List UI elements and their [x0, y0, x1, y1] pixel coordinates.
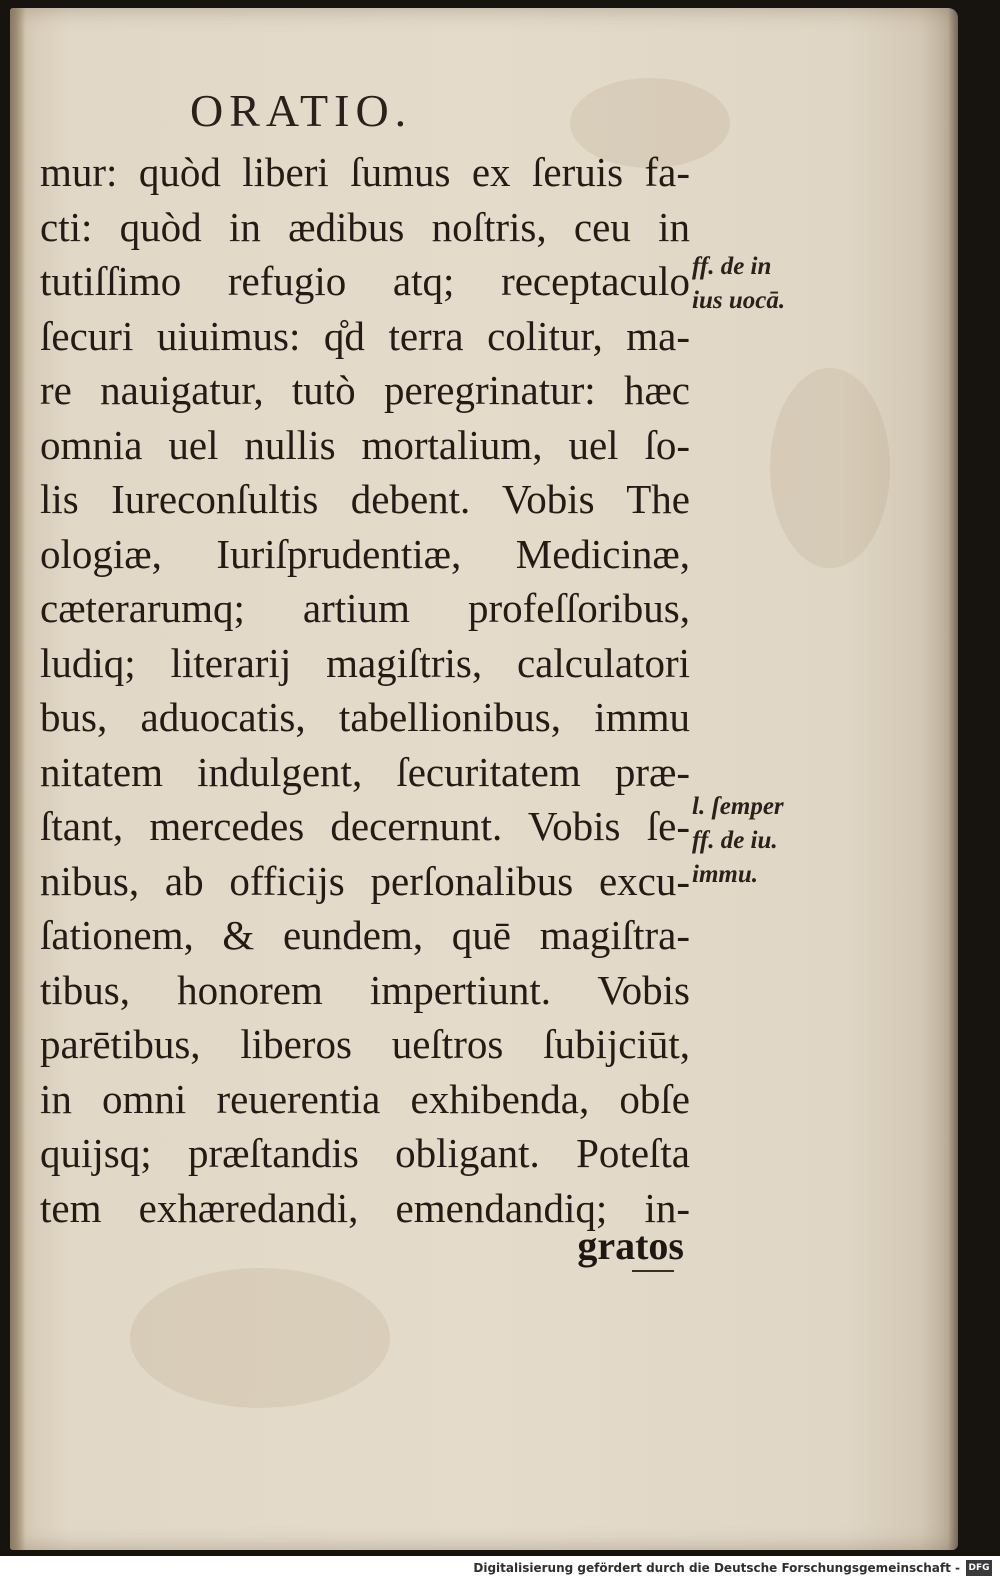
text-line: tibus, honorem impertiunt. Vobis [40, 966, 690, 1013]
text-line: mur: quòd liberi ſumus ex ſeruis fa- [40, 149, 690, 195]
marginal-note-line: l. ſemper [692, 793, 784, 820]
text-line: in omni reuerentia exhibenda, obſe [40, 1075, 690, 1122]
running-head: ORATIO. [190, 85, 413, 136]
funding-credit: Digitalisierung gefördert durch die Deutsche Forschungsgemeinschaft - [473, 1561, 960, 1575]
marginal-note-line: ff. de iu. [692, 827, 778, 854]
marginal-note-citation [692, 790, 784, 892]
marginal-note-line: ius uocā. [692, 287, 786, 314]
text-line: lis Iureconſultis debent. Vobis The [40, 476, 690, 522]
text-line: ſationem, & eundem, quē magiſtra- [40, 912, 690, 958]
marginal-note-line: ff. de in [692, 253, 772, 280]
text-line: ologiæ, Iuriſprudentiæ, Medicinæ, [40, 530, 690, 577]
digitization-footer [0, 1556, 1000, 1583]
text-line: parētibus, liberos ueſtros ſubijciūt, [40, 1021, 690, 1067]
dfg-logo: DFG [966, 1560, 992, 1576]
catchword-rule [632, 1270, 674, 1272]
text-line: tutiſſimo refugio atq; receptaculo [40, 258, 690, 304]
page-spine-shadow [10, 8, 26, 1550]
marginal-note-citation [692, 250, 785, 318]
catchword: gratos [577, 1223, 684, 1268]
text-line: ludiq; literarij magiſtris, calculatori [40, 639, 690, 686]
paper-stain [770, 368, 890, 568]
main-text-block [40, 145, 690, 1235]
text-line: tem exhæredandi, emendandiq; in- [40, 1184, 690, 1231]
text-line: cæterarumq; artium profeſſoribus, [40, 585, 690, 631]
text-line: re nauigatur, tutò peregrinatur: hæc [40, 367, 690, 413]
text-line: cti: quòd in ædibus noſtris, ceu in [40, 203, 690, 250]
text-line: omnia uel nullis mortalium, uel ſo- [40, 421, 690, 468]
text-line: nitatem indulgent, ſecuritatem præ- [40, 748, 690, 795]
page-edge-shadow [948, 8, 958, 1550]
text-line: ſtant, mercedes decernunt. Vobis ſe- [40, 803, 690, 849]
text-line: quijsq; præſtandis obligant. Poteſta [40, 1130, 690, 1176]
marginal-note-line: immu. [692, 861, 758, 888]
text-line: nibus, ab officijs perſonalibus excu- [40, 857, 690, 904]
text-line: bus, aduocatis, tabellionibus, immu [40, 694, 690, 740]
paper-stain [130, 1268, 390, 1408]
text-line: ſecuri uiuimus: q̊d terra colitur, ma- [40, 312, 690, 359]
